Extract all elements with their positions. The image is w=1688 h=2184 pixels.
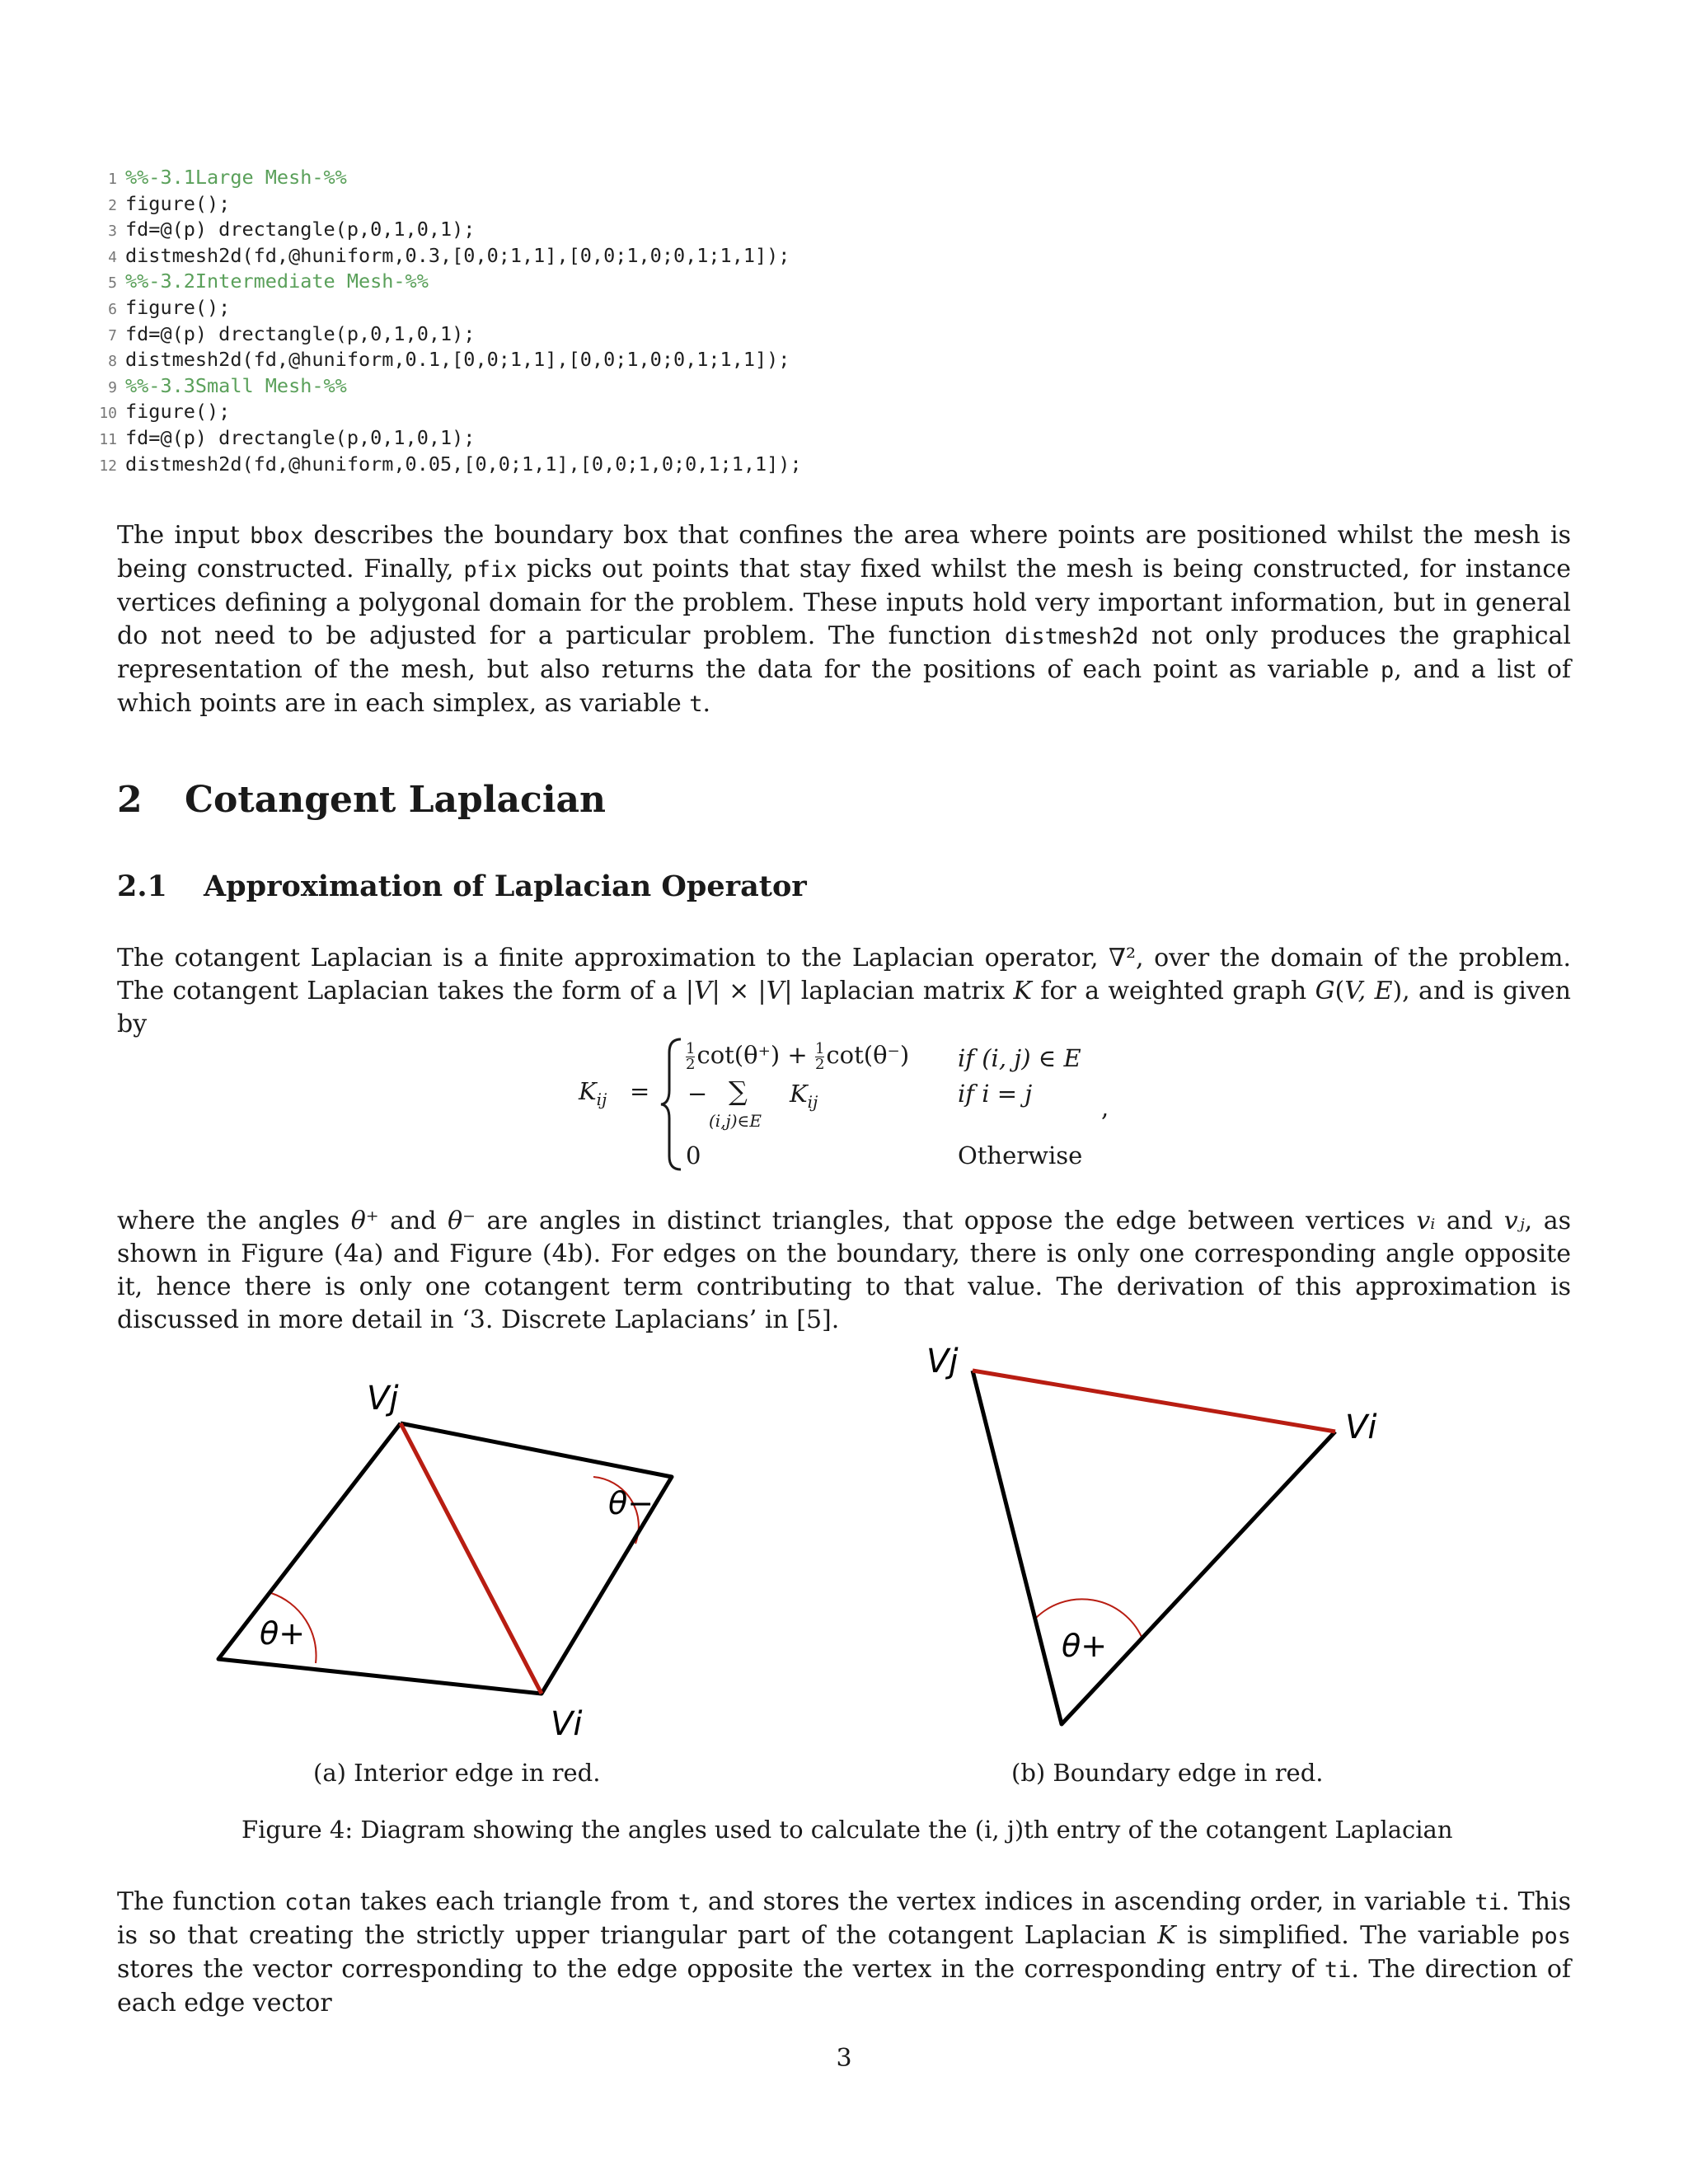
code-line [82, 347, 1484, 373]
math-symbol: vⱼ [1503, 1207, 1525, 1235]
code-line [82, 295, 1484, 321]
paragraph-cotan-function [117, 1886, 1571, 2020]
math-symbol: V [693, 977, 712, 1005]
cotangent-laplacian-equation [0, 1034, 1688, 1174]
eq-row3-condition: Otherwise [958, 1141, 1083, 1169]
code-comment: %%-3.1Large Mesh-%% [125, 166, 347, 189]
text-run: | × | [711, 977, 767, 1005]
text-run: ⁻ are angles in distinct triangles, that oppose the edge between vertices [462, 1207, 1417, 1235]
code-line [82, 425, 1484, 452]
text-run: . This is so that creating the strictly upper triangular part of the cotangent Laplacian [117, 1887, 1571, 1950]
text-run: describes the boundary box that confines the area where points are positioned whilst the mesh is being constructed. Finally, [117, 521, 1571, 583]
code-line [82, 217, 1484, 243]
eq-left-brace [659, 1034, 684, 1174]
line-number: 11 [99, 430, 117, 448]
fig4b-label-vj: Vj [926, 1343, 959, 1380]
text-run: The cotangent Laplacian is a finite approximation to the Laplacian operator, ∇², over the domain of the problem. The cotangent Laplacian takes the form of a | [117, 944, 1571, 1005]
eq-row1-expression: $\frac{1}{2}$ cot(θ⁺) + $\frac{1}{2}$ cot(θ⁻) [686, 1039, 910, 1073]
inline-code: t [678, 1890, 692, 1915]
code-statement: fd=@(p) drectangle(p,0,1,0,1); [125, 321, 476, 345]
text-run: not only produces the graphical representation of the mesh, but also returns the data for the positions of each point as variable [117, 621, 1572, 684]
code-line [82, 452, 1484, 478]
paragraph-bbox-description [117, 519, 1571, 721]
figure-4b-boundary-edge [907, 1335, 1418, 1739]
line-number: 8 [108, 353, 117, 371]
text-run: ), and is given by [117, 977, 1571, 1038]
math-symbol: θ [448, 1207, 463, 1235]
code-statement: fd=@(p) drectangle(p,0,1,0,1); [125, 218, 476, 241]
code-statement: figure(); [125, 191, 231, 215]
fig4a-quad-outline [218, 1423, 672, 1694]
page-number: 3 [836, 2044, 852, 2073]
code-statement: distmesh2d(fd,@huniform,0.05,[0,0;1,1],[0,0;1,0;0,1;1,1]); [125, 452, 802, 476]
code-statement: figure(); [125, 400, 231, 424]
figure-4a-diagram [198, 1372, 725, 1751]
eq-row3-zero: 0 [686, 1141, 701, 1169]
text-run: , as shown in Figure (4a) and Figure (4b). For edges on the boundary, there is only one corresponding angle opposite it, hence there is only one cotangent term contributing to that value. The derivation of this approximation is discussed in more detail in ‘3. Discrete Laplacians’ in [5]. [117, 1207, 1572, 1334]
fig4b-boundary-edge-red [973, 1371, 1335, 1432]
line-number: 4 [108, 248, 117, 266]
eq-trailing-comma: , [1101, 1094, 1109, 1122]
text-run: The function [117, 1887, 285, 1916]
line-number: 7 [108, 326, 117, 344]
math-symbol: V [766, 977, 785, 1005]
text-run: The input [117, 521, 251, 550]
fig4a-label-theta-plus: θ+ [260, 1615, 306, 1652]
eq-lhs: $K_{ij}$ [579, 1077, 607, 1109]
inline-code: p [1380, 658, 1395, 683]
inline-code: ti [1324, 1957, 1352, 1983]
inline-code: t [689, 691, 703, 717]
line-number: 6 [108, 300, 117, 318]
eq-row2-minus: − [687, 1080, 708, 1108]
figure-4a-caption: (a) Interior edge in red. [313, 1759, 601, 1787]
math-symbol: V, E [1344, 977, 1393, 1005]
section-title: Cotangent Laplacian [185, 779, 607, 821]
fig4a-label-vi: Vi [551, 1705, 583, 1743]
inline-code: ti [1475, 1890, 1502, 1915]
section-heading [117, 779, 606, 821]
inline-code: distmesh2d [1004, 624, 1139, 649]
code-line [82, 399, 1484, 425]
figure-4-caption: Figure 4: Diagram showing the angles used to calculate the (i, j)th entry of the cotangent Laplacian [241, 1816, 1453, 1844]
math-symbol: θ [350, 1207, 366, 1235]
eq-row2-sum: ∑ [729, 1076, 748, 1107]
code-statement: distmesh2d(fd,@huniform,0.3,[0,0;1,1],[0,0;1,0;0,1;1,1]); [125, 243, 790, 267]
paragraph-angles-description [117, 1205, 1571, 1337]
fig4b-label-theta-plus: θ+ [1062, 1628, 1108, 1664]
line-number: 1 [108, 171, 117, 188]
inline-code: pfix [463, 557, 518, 583]
text-run: , and a list of which points are in each simplex, as variable [117, 655, 1571, 718]
eq-equals: = [630, 1077, 650, 1105]
code-statement: figure(); [125, 295, 231, 319]
code-line [82, 373, 1484, 400]
text-run: where the angles [117, 1207, 351, 1235]
line-number: 10 [99, 405, 117, 423]
line-number: 12 [99, 457, 117, 475]
figure-4b-caption: (b) Boundary edge in red. [1011, 1759, 1324, 1787]
eq-row1-condition: if (i, j) ∈ E [958, 1044, 1081, 1072]
line-number: 9 [108, 378, 117, 396]
fig4a-label-vj: Vj [367, 1380, 399, 1418]
eq-row2-sum-index: (i,j)∈E [709, 1111, 762, 1131]
eq-row2-term: $K_{ij}$ [790, 1080, 818, 1112]
code-comment: %%-3.3Small Mesh-%% [125, 373, 347, 397]
code-line [82, 243, 1484, 269]
paragraph-cotangent-intro [117, 942, 1571, 1041]
inline-code: cotan [284, 1890, 352, 1915]
text-run: ⁺ and [365, 1207, 448, 1235]
text-run: is simplified. The variable [1175, 1921, 1531, 1950]
text-run: | laplacian matrix [784, 977, 1014, 1005]
text-run: stores the vector corresponding to the edge opposite the vertex in the corresponding entry of [117, 1955, 1325, 1984]
code-line [82, 269, 1484, 295]
code-listing [82, 165, 1484, 477]
subsection-heading [117, 869, 807, 903]
text-run: , and stores the vertex indices in ascending order, in variable [692, 1887, 1475, 1916]
subsection-title: Approximation of Laplacian Operator [204, 869, 807, 903]
code-line [82, 321, 1484, 348]
code-line [82, 191, 1484, 218]
text-run: takes each triangle from [351, 1887, 678, 1916]
text-run: for a weighted graph [1031, 977, 1315, 1005]
section-number: 2 [117, 779, 143, 821]
fig4a-interior-edge-red [401, 1423, 542, 1694]
inline-code: bbox [250, 523, 304, 549]
line-number: 2 [108, 196, 117, 214]
subsection-number: 2.1 [117, 869, 167, 903]
figure-4b-diagram [907, 1335, 1418, 1739]
math-symbol: K [1157, 1921, 1176, 1950]
line-number: 5 [108, 274, 117, 293]
text-run: ( [1334, 977, 1345, 1005]
figure-4a-interior-edge [198, 1372, 725, 1751]
math-symbol: vᵢ [1416, 1207, 1436, 1235]
inline-code: pos [1531, 1924, 1571, 1949]
math-symbol: K [1013, 977, 1032, 1005]
fig4a-label-theta-minus: θ− [608, 1485, 654, 1521]
text-run: . The direction of each edge vector [117, 1955, 1571, 2018]
code-statement: fd=@(p) drectangle(p,0,1,0,1); [125, 425, 476, 449]
code-comment: %%-3.2Intermediate Mesh-%% [125, 269, 429, 293]
text-run: and [1435, 1207, 1504, 1235]
text-run: picks out points that stay fixed whilst the mesh is being constructed, for instance vertices defining a polygonal domain for the problem. These inputs hold very important information, but in general do not need to be adjusted for a particular problem. The function [117, 555, 1571, 650]
eq-row2-condition: if i = j [958, 1080, 1033, 1108]
code-statement: distmesh2d(fd,@huniform,0.1,[0,0;1,1],[0,0;1,0;0,1;1,1]); [125, 348, 790, 372]
line-number: 3 [108, 223, 117, 241]
math-symbol: G [1315, 977, 1335, 1005]
fig4b-label-vi: Vi [1345, 1408, 1377, 1446]
text-run: . [702, 689, 711, 718]
code-line [82, 165, 1484, 191]
